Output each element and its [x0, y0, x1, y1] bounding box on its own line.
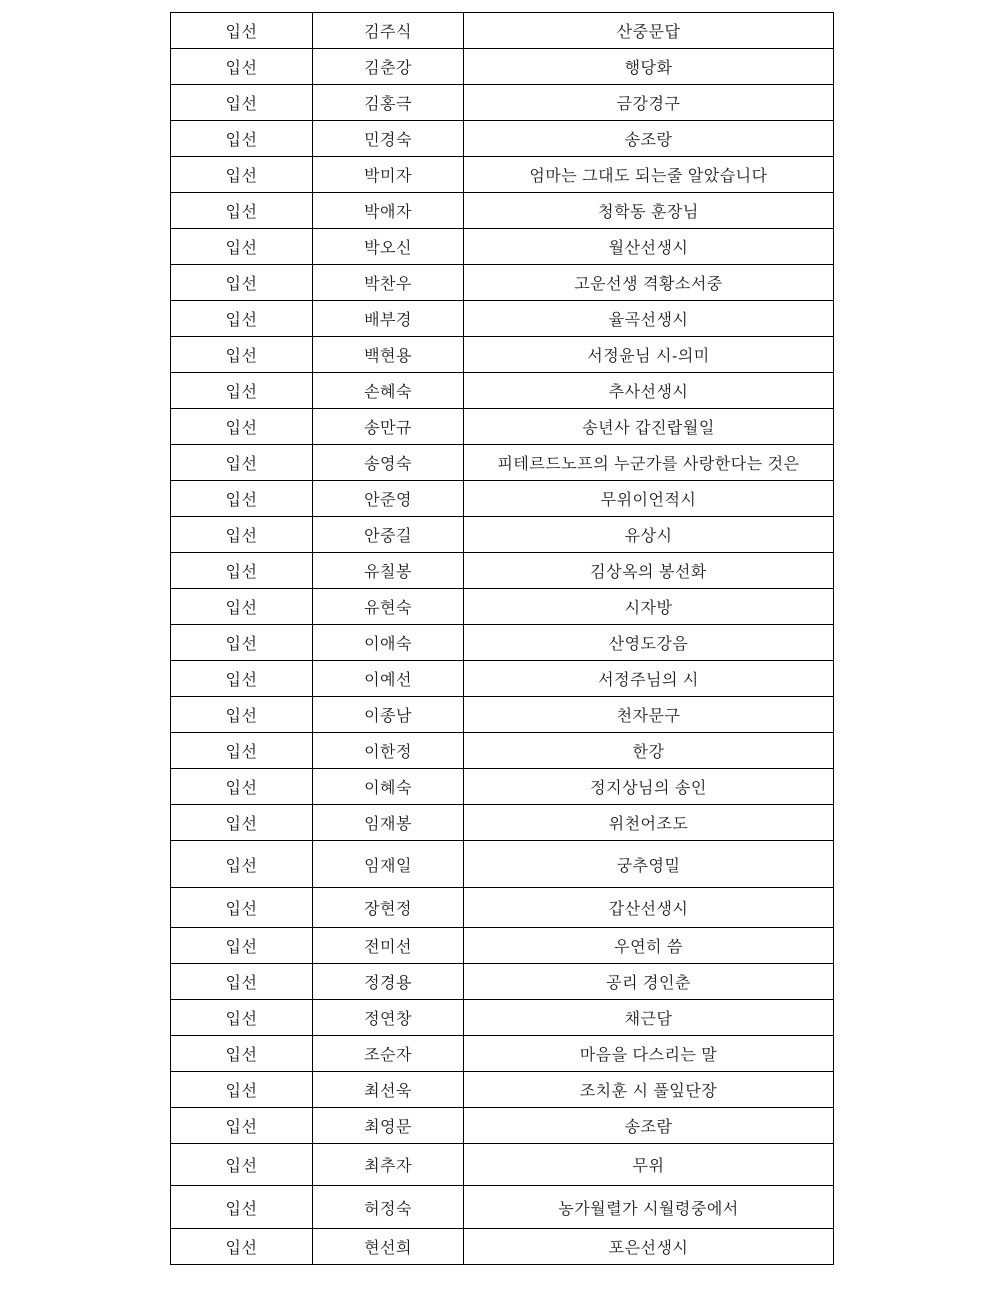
- table-row: [171, 157, 834, 193]
- table-row: [171, 373, 834, 409]
- name-cell: 손혜숙: [313, 373, 464, 409]
- title-cell: 우연히 씀: [464, 928, 834, 964]
- title-cell: 정지상님의 송인: [464, 769, 834, 805]
- award-results-table: [170, 12, 834, 1265]
- table-row: [171, 13, 834, 49]
- table-row: [171, 1229, 834, 1265]
- table-row: [171, 625, 834, 661]
- title-cell: 농가월렬가 시월령중에서: [464, 1186, 834, 1229]
- name-cell: 임재일: [313, 841, 464, 888]
- table-row: [171, 805, 834, 841]
- name-cell: 유칠봉: [313, 553, 464, 589]
- table-row: [171, 85, 834, 121]
- title-cell: 추사선생시: [464, 373, 834, 409]
- award-cell: 입선: [171, 928, 313, 964]
- name-cell: 안준영: [313, 481, 464, 517]
- name-cell: 허정숙: [313, 1186, 464, 1229]
- table-row: [171, 697, 834, 733]
- name-cell: 김춘강: [313, 49, 464, 85]
- name-cell: 전미선: [313, 928, 464, 964]
- award-cell: 입선: [171, 49, 313, 85]
- award-cell: 입선: [171, 157, 313, 193]
- table-row: [171, 1000, 834, 1036]
- title-cell: 고운선생 격황소서중: [464, 265, 834, 301]
- title-cell: 금강경구: [464, 85, 834, 121]
- table-row: [171, 409, 834, 445]
- award-cell: 입선: [171, 841, 313, 888]
- name-cell: 박애자: [313, 193, 464, 229]
- name-cell: 최추자: [313, 1144, 464, 1186]
- award-cell: 입선: [171, 888, 313, 928]
- name-cell: 송만규: [313, 409, 464, 445]
- name-cell: 이혜숙: [313, 769, 464, 805]
- table-row: [171, 769, 834, 805]
- name-cell: 최선욱: [313, 1072, 464, 1108]
- award-cell: 입선: [171, 481, 313, 517]
- table-row: [171, 1144, 834, 1186]
- award-cell: 입선: [171, 589, 313, 625]
- table-row: [171, 888, 834, 928]
- title-cell: 포은선생시: [464, 1229, 834, 1265]
- table-row: [171, 301, 834, 337]
- award-cell: 입선: [171, 121, 313, 157]
- table-row: [171, 517, 834, 553]
- title-cell: 마음을 다스리는 말: [464, 1036, 834, 1072]
- table-row: [171, 1186, 834, 1229]
- award-cell: 입선: [171, 733, 313, 769]
- name-cell: 현선희: [313, 1229, 464, 1265]
- table-row: [171, 928, 834, 964]
- name-cell: 정연창: [313, 1000, 464, 1036]
- award-cell: 입선: [171, 805, 313, 841]
- title-cell: 갑산선생시: [464, 888, 834, 928]
- name-cell: 조순자: [313, 1036, 464, 1072]
- table-row: [171, 121, 834, 157]
- table-row: [171, 1108, 834, 1144]
- award-cell: 입선: [171, 1229, 313, 1265]
- title-cell: 율곡선생시: [464, 301, 834, 337]
- table-row: [171, 553, 834, 589]
- name-cell: 배부경: [313, 301, 464, 337]
- title-cell: 서정윤님 시-의미: [464, 337, 834, 373]
- award-cell: 입선: [171, 964, 313, 1000]
- award-table-body: [171, 13, 834, 1265]
- title-cell: 행당화: [464, 49, 834, 85]
- award-cell: 입선: [171, 1186, 313, 1229]
- name-cell: 이예선: [313, 661, 464, 697]
- name-cell: 안중길: [313, 517, 464, 553]
- title-cell: 청학동 훈장님: [464, 193, 834, 229]
- award-cell: 입선: [171, 265, 313, 301]
- title-cell: 시자방: [464, 589, 834, 625]
- table-row: [171, 49, 834, 85]
- award-cell: 입선: [171, 301, 313, 337]
- title-cell: 무위이언적시: [464, 481, 834, 517]
- table-row: [171, 193, 834, 229]
- award-cell: 입선: [171, 769, 313, 805]
- name-cell: 백현용: [313, 337, 464, 373]
- award-cell: 입선: [171, 1000, 313, 1036]
- title-cell: 궁추영밀: [464, 841, 834, 888]
- title-cell: 송조람: [464, 1108, 834, 1144]
- title-cell: 천자문구: [464, 697, 834, 733]
- name-cell: 최영문: [313, 1108, 464, 1144]
- table-row: [171, 733, 834, 769]
- name-cell: 이종남: [313, 697, 464, 733]
- title-cell: 산중문답: [464, 13, 834, 49]
- title-cell: 엄마는 그대도 되는줄 알았습니다: [464, 157, 834, 193]
- table-row: [171, 229, 834, 265]
- table-row: [171, 337, 834, 373]
- title-cell: 위천어조도: [464, 805, 834, 841]
- table-row: [171, 265, 834, 301]
- award-cell: 입선: [171, 13, 313, 49]
- title-cell: 조치훈 시 풀잎단장: [464, 1072, 834, 1108]
- award-cell: 입선: [171, 1072, 313, 1108]
- award-cell: 입선: [171, 337, 313, 373]
- table-row: [171, 964, 834, 1000]
- name-cell: 유현숙: [313, 589, 464, 625]
- table-row: [171, 589, 834, 625]
- award-cell: 입선: [171, 409, 313, 445]
- award-cell: 입선: [171, 85, 313, 121]
- award-cell: 입선: [171, 445, 313, 481]
- name-cell: 송영숙: [313, 445, 464, 481]
- title-cell: 송조랑: [464, 121, 834, 157]
- name-cell: 민경숙: [313, 121, 464, 157]
- name-cell: 장현정: [313, 888, 464, 928]
- table-row: [171, 445, 834, 481]
- name-cell: 김주식: [313, 13, 464, 49]
- title-cell: 채근담: [464, 1000, 834, 1036]
- name-cell: 박찬우: [313, 265, 464, 301]
- award-cell: 입선: [171, 1108, 313, 1144]
- name-cell: 김홍극: [313, 85, 464, 121]
- name-cell: 임재봉: [313, 805, 464, 841]
- table-row: [171, 841, 834, 888]
- table-row: [171, 481, 834, 517]
- award-cell: 입선: [171, 661, 313, 697]
- name-cell: 이애숙: [313, 625, 464, 661]
- name-cell: 이한정: [313, 733, 464, 769]
- name-cell: 정경용: [313, 964, 464, 1000]
- award-cell: 입선: [171, 1144, 313, 1186]
- title-cell: 한강: [464, 733, 834, 769]
- title-cell: 송년사 갑진랍월일: [464, 409, 834, 445]
- award-cell: 입선: [171, 625, 313, 661]
- name-cell: 박오신: [313, 229, 464, 265]
- award-cell: 입선: [171, 193, 313, 229]
- award-cell: 입선: [171, 697, 313, 733]
- title-cell: 산영도강음: [464, 625, 834, 661]
- award-cell: 입선: [171, 517, 313, 553]
- title-cell: 유상시: [464, 517, 834, 553]
- award-cell: 입선: [171, 553, 313, 589]
- award-cell: 입선: [171, 1036, 313, 1072]
- title-cell: 월산선생시: [464, 229, 834, 265]
- title-cell: 피테르드노프의 누군가를 사랑한다는 것은: [464, 445, 834, 481]
- title-cell: 서정주님의 시: [464, 661, 834, 697]
- name-cell: 박미자: [313, 157, 464, 193]
- title-cell: 무위: [464, 1144, 834, 1186]
- table-row: [171, 661, 834, 697]
- table-row: [171, 1072, 834, 1108]
- award-cell: 입선: [171, 229, 313, 265]
- title-cell: 공리 경인춘: [464, 964, 834, 1000]
- title-cell: 김상옥의 봉선화: [464, 553, 834, 589]
- table-row: [171, 1036, 834, 1072]
- award-cell: 입선: [171, 373, 313, 409]
